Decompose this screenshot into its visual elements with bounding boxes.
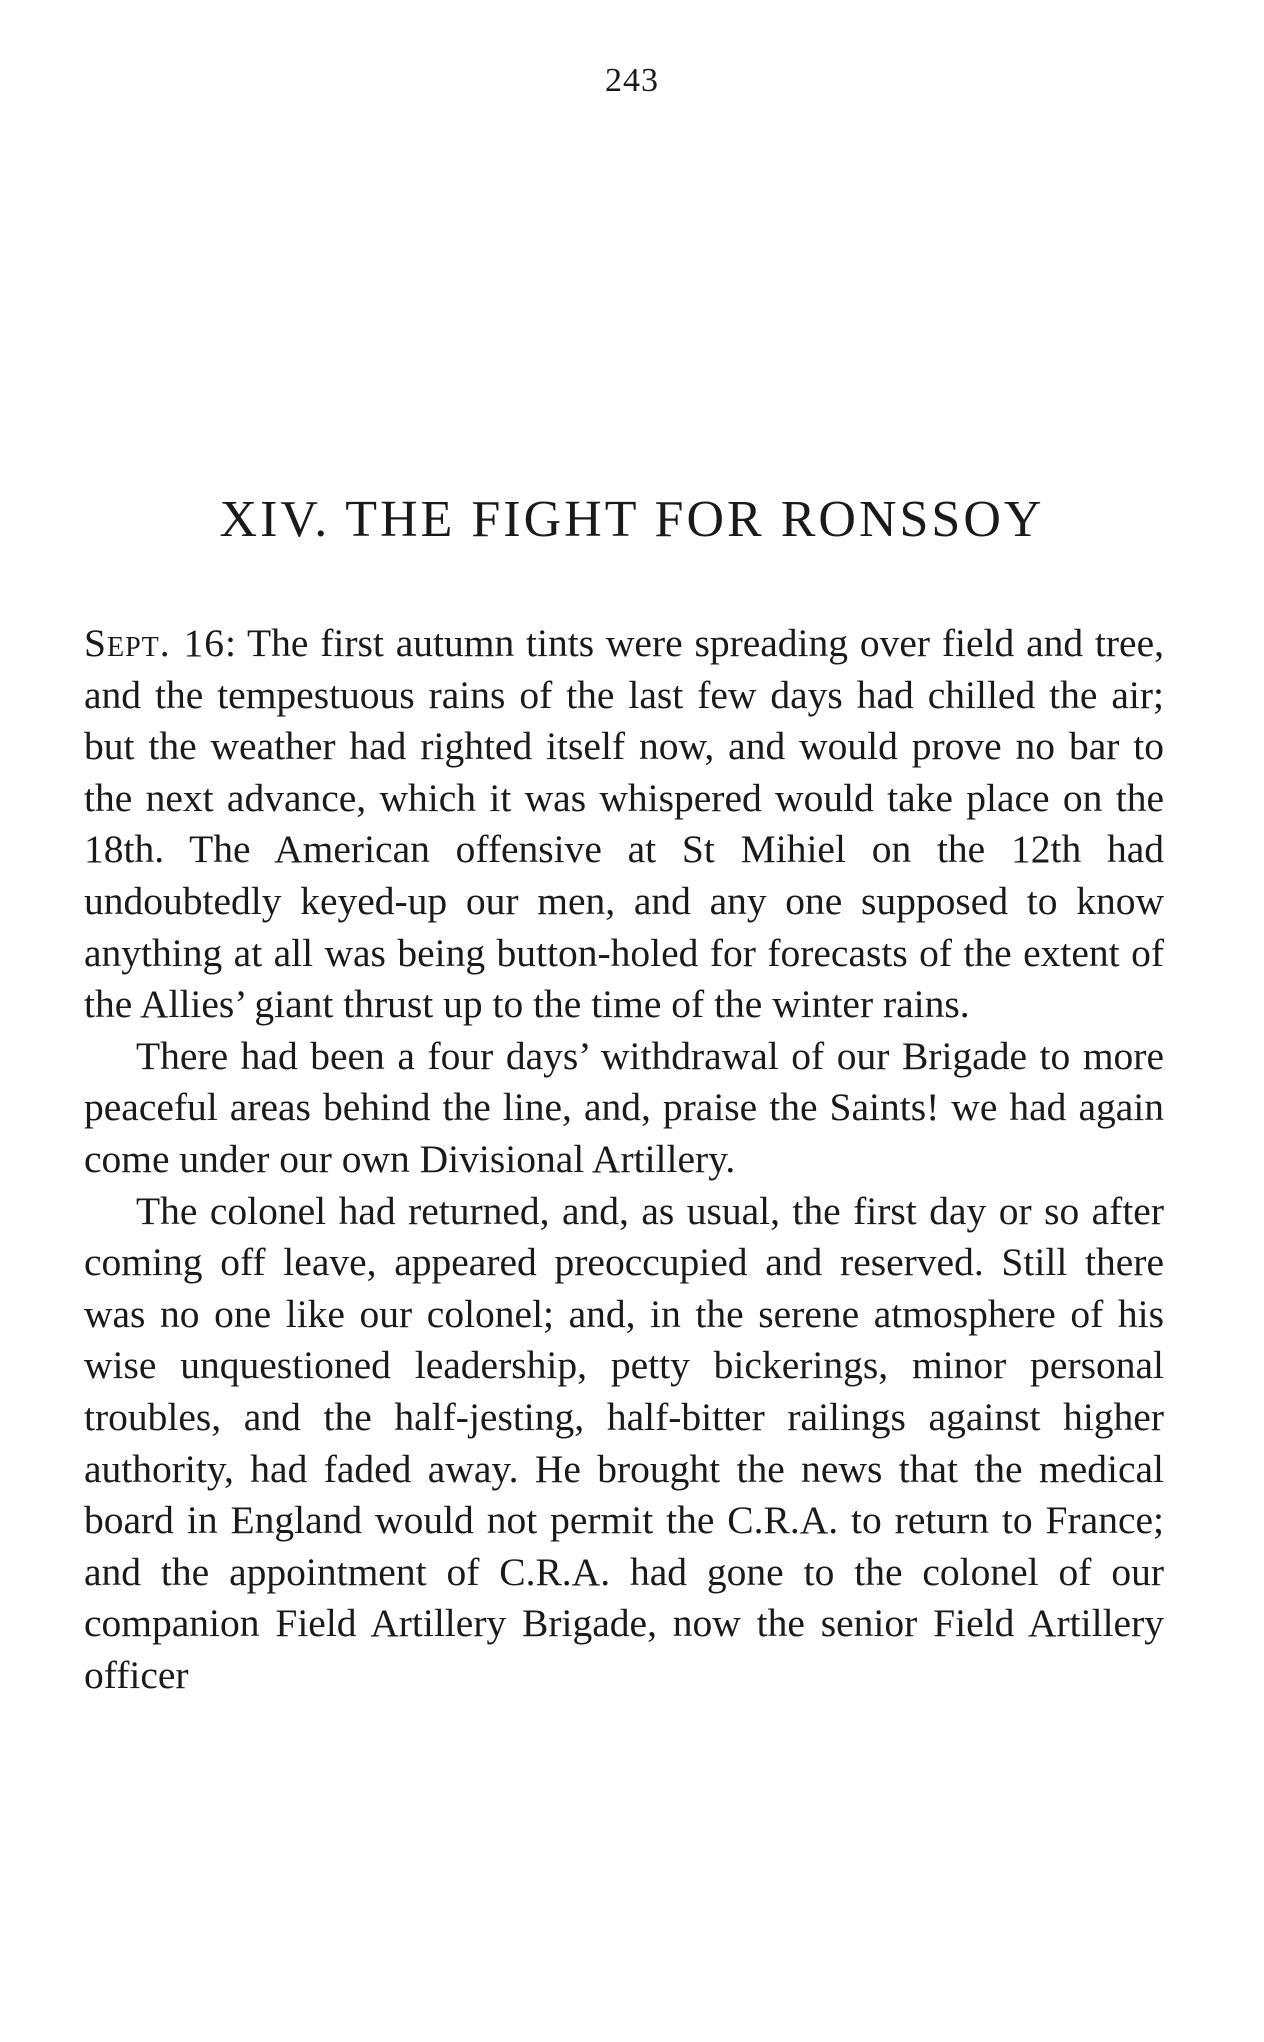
paragraph-3: The colonel had returned, and, as usual, the first day or so after coming off leave, appeared preoccupied and reserved. Still there was no one like our colonel; and, in the serene atmosphere of his wise unquestioned leadership, petty bickerings, minor personal troubles, and the half-jesting, half-bitter railings against higher authority, had faded away. He brought the news that the medical board in England would not permit the C.R.A. to return to France; and the appointment of C.R.A. had gone to the colonel of our companion Field Artillery Brigade, now the senior Field Artillery officer [84, 1188, 1164, 1697]
chapter-title: XIV. THE FIGHT FOR RONSSOY [219, 491, 1045, 548]
paragraph-1-text: : The first autumn tints were spreading over field and tree, and the tempestuous rains of the last few days had chilled the air; but the weather had righted itself now, and would prove no bar to the next advance, which it was whispered would take place on the 18th. The American offensive at St Mihiel on the 12th had undoubtedly keyed-up our men, and any one supposed to know anything at all was being button-holed for forecasts of the extent of the Allies’ giant thrust up to the time of the winter rains. [84, 621, 1164, 1027]
paragraph-2: There had been a four days’ withdrawal of our Brigade to more peaceful areas behind the line, and, praise the Saints! we had again come under our own Divisional Artillery. [84, 1033, 1164, 1181]
date-lead: Sept. 16 [84, 621, 225, 665]
paragraph-1 [84, 618, 1164, 1031]
page-number: 243 [605, 62, 659, 99]
body-text [84, 618, 1164, 1701]
